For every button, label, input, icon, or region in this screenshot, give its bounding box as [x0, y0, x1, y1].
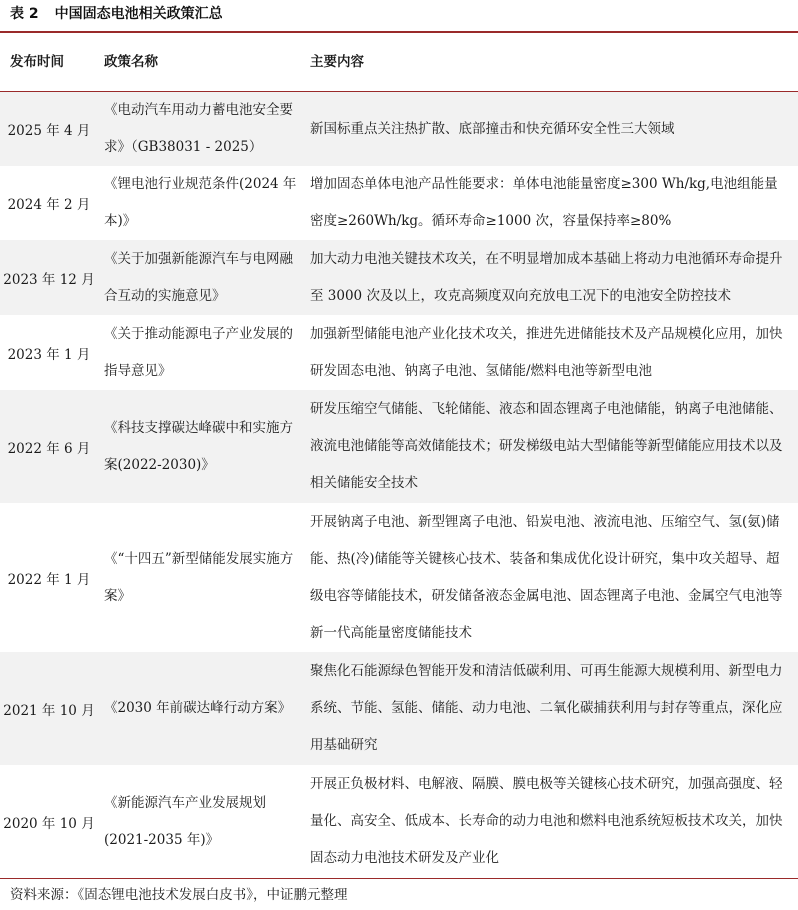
- table-caption: [10, 0, 223, 28]
- row-date: 2025 年 4 月: [7, 123, 91, 139]
- row-date: 2022 年 6 月: [7, 440, 91, 457]
- row-date: 2020 年 10 月: [3, 815, 95, 832]
- row-date: 2024 年 2 月: [7, 197, 91, 213]
- row-policy-name: 《锂电池行业规范条件(2024 年本)》: [104, 176, 297, 229]
- row-policy-name: 《“十四五”新型储能发展实施方案》: [104, 550, 294, 604]
- row-content: 开展正负极材料、电解液、隔膜、膜电极等关键核心技术研究，加强高强度、轻量化、高安全、低成本、长寿命的动力电池和燃料电池系统短板技术攻关，加快固态动力电池技术研发及产业化: [310, 776, 783, 866]
- row-policy-name: 《2030 年前碳达峰行动方案》: [104, 700, 292, 716]
- table-row: [0, 92, 798, 166]
- row-policy-name: 《科技支撑碳达峰碳中和实施方案(2022-2030)》: [104, 419, 293, 473]
- row-date: 2023 年 1 月: [7, 346, 91, 363]
- row-policy-name: 《关于加强新能源汽车与电网融合互动的实施意见》: [104, 250, 293, 304]
- table-bottom-rule: [0, 878, 798, 879]
- row-date: 2021 年 10 月: [3, 702, 95, 719]
- row-date: 2022 年 1 月: [7, 571, 91, 588]
- row-content: 加大动力电池关键技术攻关，在不明显增加成本基础上将动力电池循环寿命提升至 3000 次及以上，攻克高频度双向充放电工况下的电池安全防控技术: [310, 250, 783, 304]
- table-row: [0, 166, 798, 240]
- row-policy-name: 《关于推动能源电子产业发展的指导意见》: [104, 325, 293, 379]
- table-row: [0, 503, 798, 652]
- row-date: 2023 年 12 月: [3, 271, 95, 288]
- table-title: 中国固态电池相关政策汇总: [54, 6, 223, 22]
- source-note: 资料来源：《固态锂电池技术发展白皮书》，中证鹏元整理: [10, 887, 348, 903]
- row-content: 聚焦化石能源绿色智能开发和清洁低碳利用、可再生能源大规模利用、新型电力系统、节能、氢能、储能、动力电池、二氧化碳捕获利用与封存等重点，深化应用基础研究: [310, 663, 783, 753]
- row-content: 增加固态单体电池产品性能要求：单体电池能量密度≥300 Wh/kg,电池组能量密度≥260Wh/kg。循环寿命≥1000 次，容量保持率≥80%: [310, 176, 778, 229]
- row-policy-name: 《电动汽车用动力蓄电池安全要求》（GB38031 - 2025）: [104, 102, 293, 155]
- table-row: [0, 652, 798, 765]
- row-content: 加强新型储能电池产业化技术攻关，推进先进储能技术及产品规模化应用，加快研发固态电池、钠离子电池、氢储能/燃料电池等新型电池: [310, 325, 783, 379]
- table-header: [0, 33, 798, 91]
- row-content: 开展钠离子电池、新型锂离子电池、铅炭电池、液流电池、压缩空气、氢(氨)储能、热(冷)储能等关键核心技术、装备和集成优化设计研究，集中攻关超导、超级电容等储能技术，研发储备液态金属电池、固态锂离子电池、金属空气电池等新一代高能量密度储能技术: [310, 513, 783, 641]
- table-row: [0, 240, 798, 315]
- table-row: [0, 765, 798, 878]
- table-row: [0, 315, 798, 390]
- column-header-content: 主要内容: [310, 54, 364, 70]
- row-policy-name: 《新能源汽车产业发展规划(2021-2035 年)》: [104, 794, 266, 848]
- row-content: 新国标重点关注热扩散、底部撞击和快充循环安全性三大领域: [310, 120, 675, 137]
- column-header-date: 发布时间: [10, 54, 64, 70]
- row-content: 研发压缩空气储能、飞轮储能、液态和固态锂离子电池储能，钠离子电池储能、液流电池储能等高效储能技术；研发梯级电站大型储能等新型储能应用技术以及相关储能安全技术: [310, 401, 783, 491]
- column-header-name: 政策名称: [104, 54, 158, 70]
- table-row: [0, 390, 798, 503]
- table-number: 表 2: [10, 6, 39, 22]
